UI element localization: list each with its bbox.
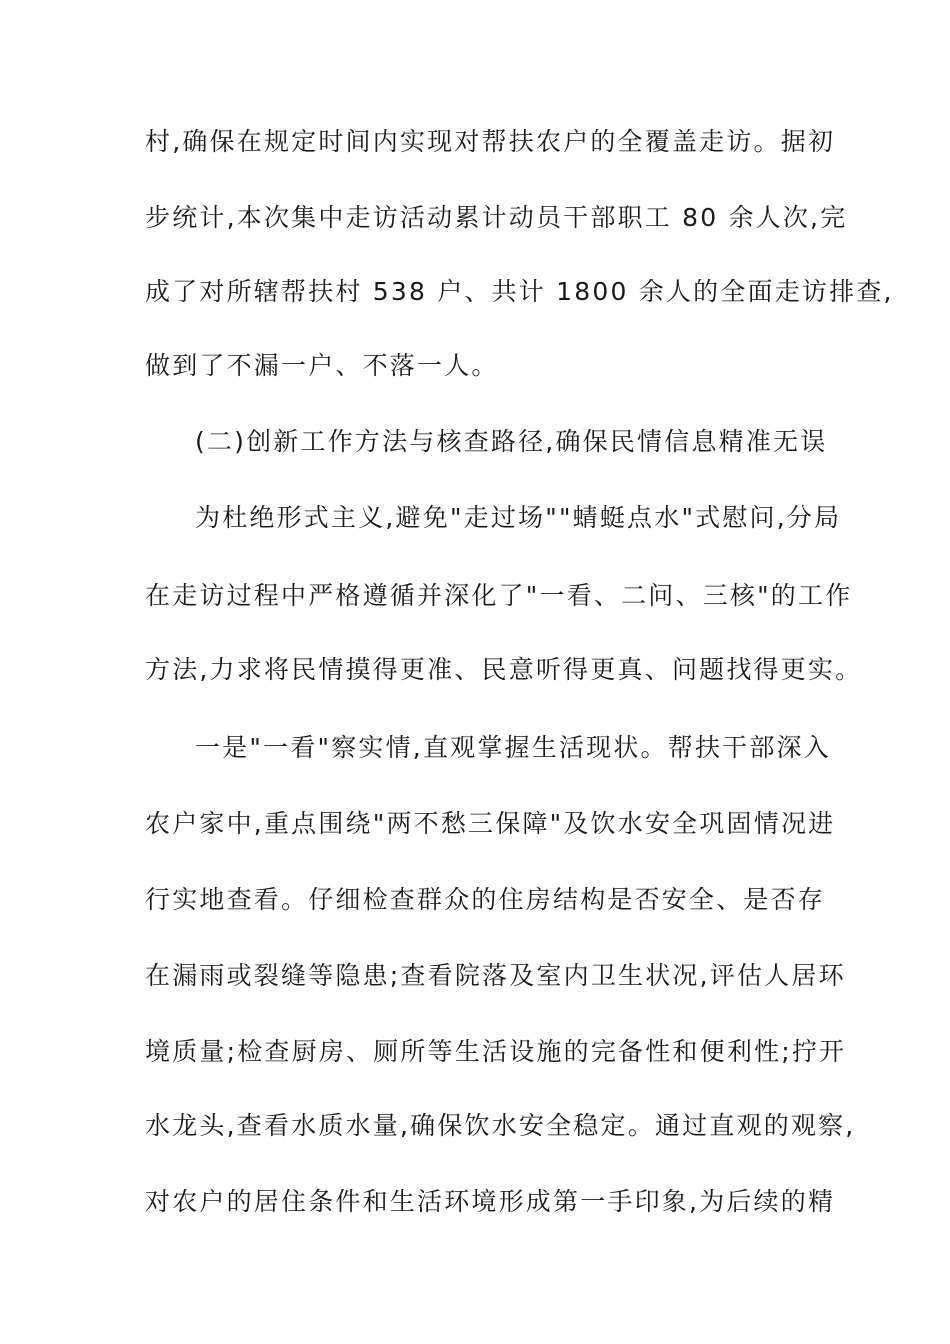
paragraph-line: 成了对所辖帮扶村 538 户、共计 1800 余人的全面走访排查, (145, 277, 894, 306)
paragraph-line: 水龙头,查看水质水量,确保饮水安全稳定。通过直观的观察, (145, 1111, 856, 1140)
paragraph-line: 行实地查看。仔细检查群众的住房结构是否安全、是否存 (145, 885, 826, 914)
paragraph-line: 方法,力求将民情摸得更准、民意听得更真、问题找得更实。 (145, 655, 863, 684)
paragraph-line: 境质量;检查厨房、厕所等生活设施的完备性和便利性;拧开 (145, 1037, 847, 1066)
paragraph-line: 为杜绝形式主义,避免"走过场""蜻蜓点水"式慰问,分局 (195, 503, 842, 532)
paragraph-line: 在漏雨或裂缝等隐患;查看院落及室内卫生状况,评估人居环 (145, 961, 846, 990)
paragraph-line: 对农户的居住条件和生活环境形成第一手印象,为后续的精 (145, 1187, 836, 1216)
paragraph-line: 步统计,本次集中走访活动累计动员干部职工 80 余人次,完 (145, 203, 848, 232)
paragraph-line: 做到了不漏一户、不落一人。 (145, 351, 499, 380)
paragraph-line: 一是"一看"察实情,直观掌握生活现状。帮扶干部深入 (195, 733, 831, 762)
paragraph-line: 农户家中,重点围绕"两不愁三保障"及饮水安全巩固情况进 (145, 809, 836, 838)
section-heading: (二)创新工作方法与核查路径,确保民情信息精准无误 (195, 427, 828, 456)
paragraph-line: 在走访过程中严格遵循并深化了"一看、二问、三核"的工作 (145, 581, 853, 610)
paragraph-line: 村,确保在规定时间内实现对帮扶农户的全覆盖走访。据初 (145, 127, 836, 156)
